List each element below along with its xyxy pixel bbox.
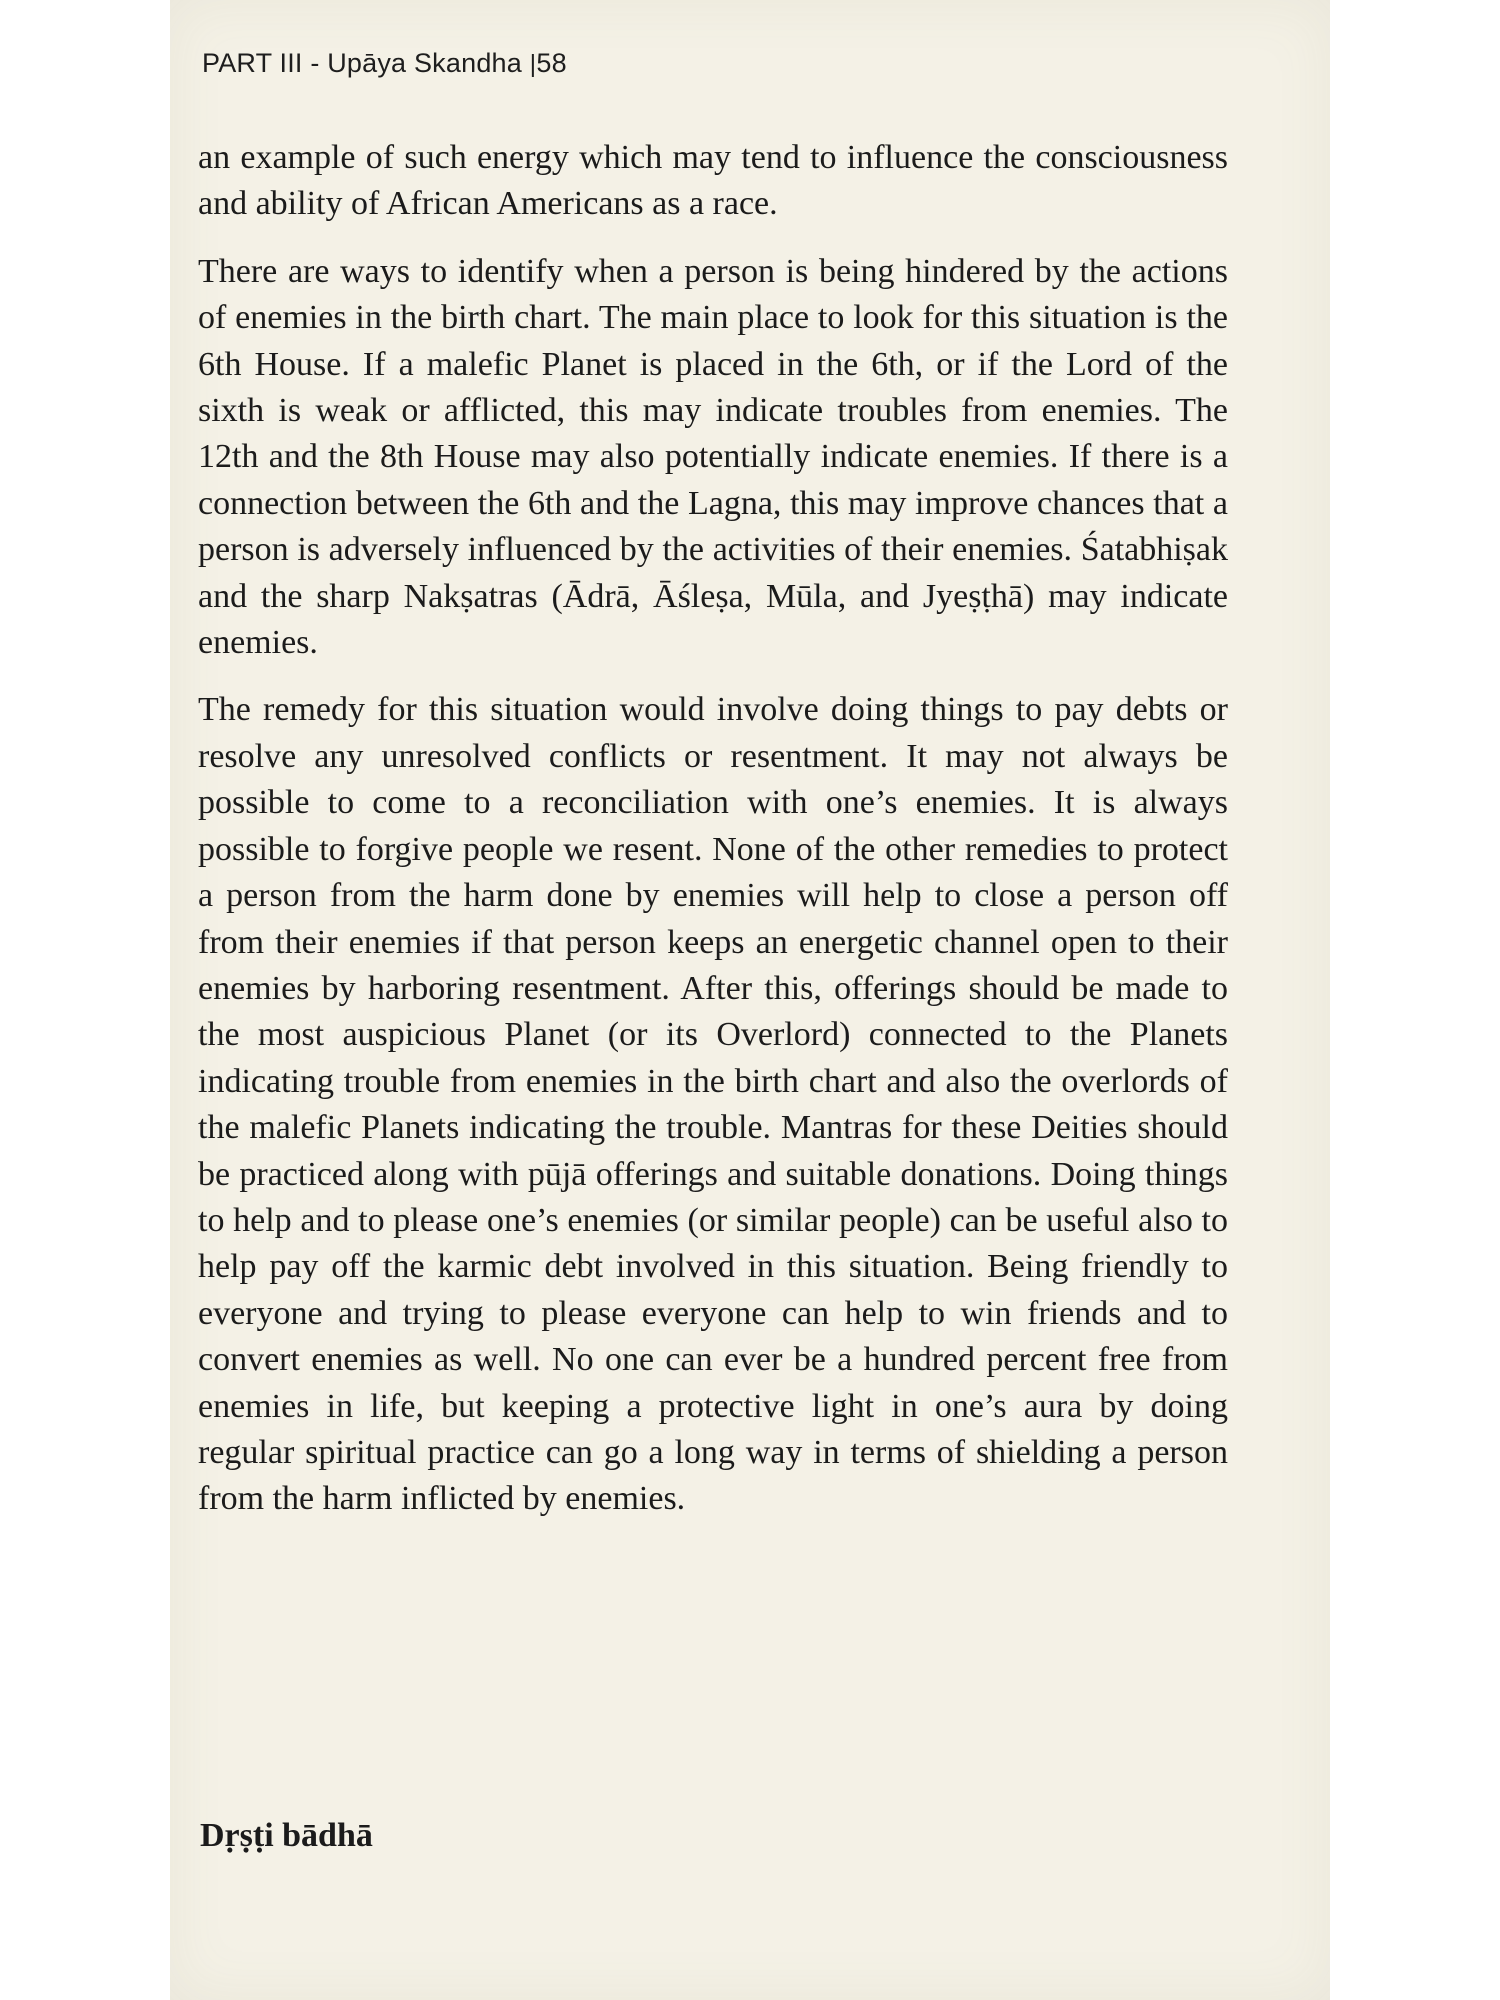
book-page <box>170 0 1330 2000</box>
paragraph-identifying-enemies: There are ways to identify when a person is being hindered by the actions of enemies in the birth chart. The main place to look for this situation is the 6th House. If a malefic Planet is placed in the 6th, or if the Lord of the sixth is weak or afflicted, this may indicate troubles from enemies. The 12th and the 8th House may also potentially indicate enemies. If there is a connection between the 6th and the Lagna, this may improve chances that a person is adversely influenced by the activities of their enemies. Śatabhiṣak and the sharp Nakṣatras (Ādrā, Āśleṣa, Mūla, and Jyeṣṭhā) may indicate enemies. <box>198 252 1228 662</box>
section-heading: Dṛṣṭi bādhā <box>200 1817 373 1854</box>
running-title: PART III - Upāya Skandha <box>202 48 522 78</box>
paragraph-remedy: The remedy for this situation would involve doing things to pay debts or resolve any unresolved conflicts or resentment. It may not always be possible to come to a reconciliation with one’s enemies. It is always possible to forgive people we resent. None of the other remedies to protect a person from the harm done by enemies will help to close a person off from their enemies if that person keeps an energetic channel open to their enemies by harboring resentment. After this, offerings should be made to the most auspicious Planet (or its Overlord) connected to the Planets indicating trouble from enemies in the birth chart and also the overlords of the malefic Planets indicating the trouble. Mantras for these Deities should be practiced along with pūjā offerings and suitable donations. Doing things to help and to please one’s enemies (or similar people) can be useful also to help pay off the karmic debt involved in this situation. Being friendly to everyone and trying to please everyone can help to win friends and to convert enemies as well. No one can ever be a hundred percent free from enemies in life, but keeping a protective light in one’s aura by doing regular spiritual practice can go a long way in terms of shielding a person from the harm inflicted by enemies. <box>198 691 1228 1518</box>
page-number: 58 <box>536 48 567 78</box>
running-header <box>202 48 567 79</box>
paragraph-continuation: an example of such energy which may tend to influence the consciousness and ability of African Americans as a race. <box>198 139 1228 223</box>
header-separator: | <box>529 50 537 78</box>
body-text <box>198 135 1228 1544</box>
